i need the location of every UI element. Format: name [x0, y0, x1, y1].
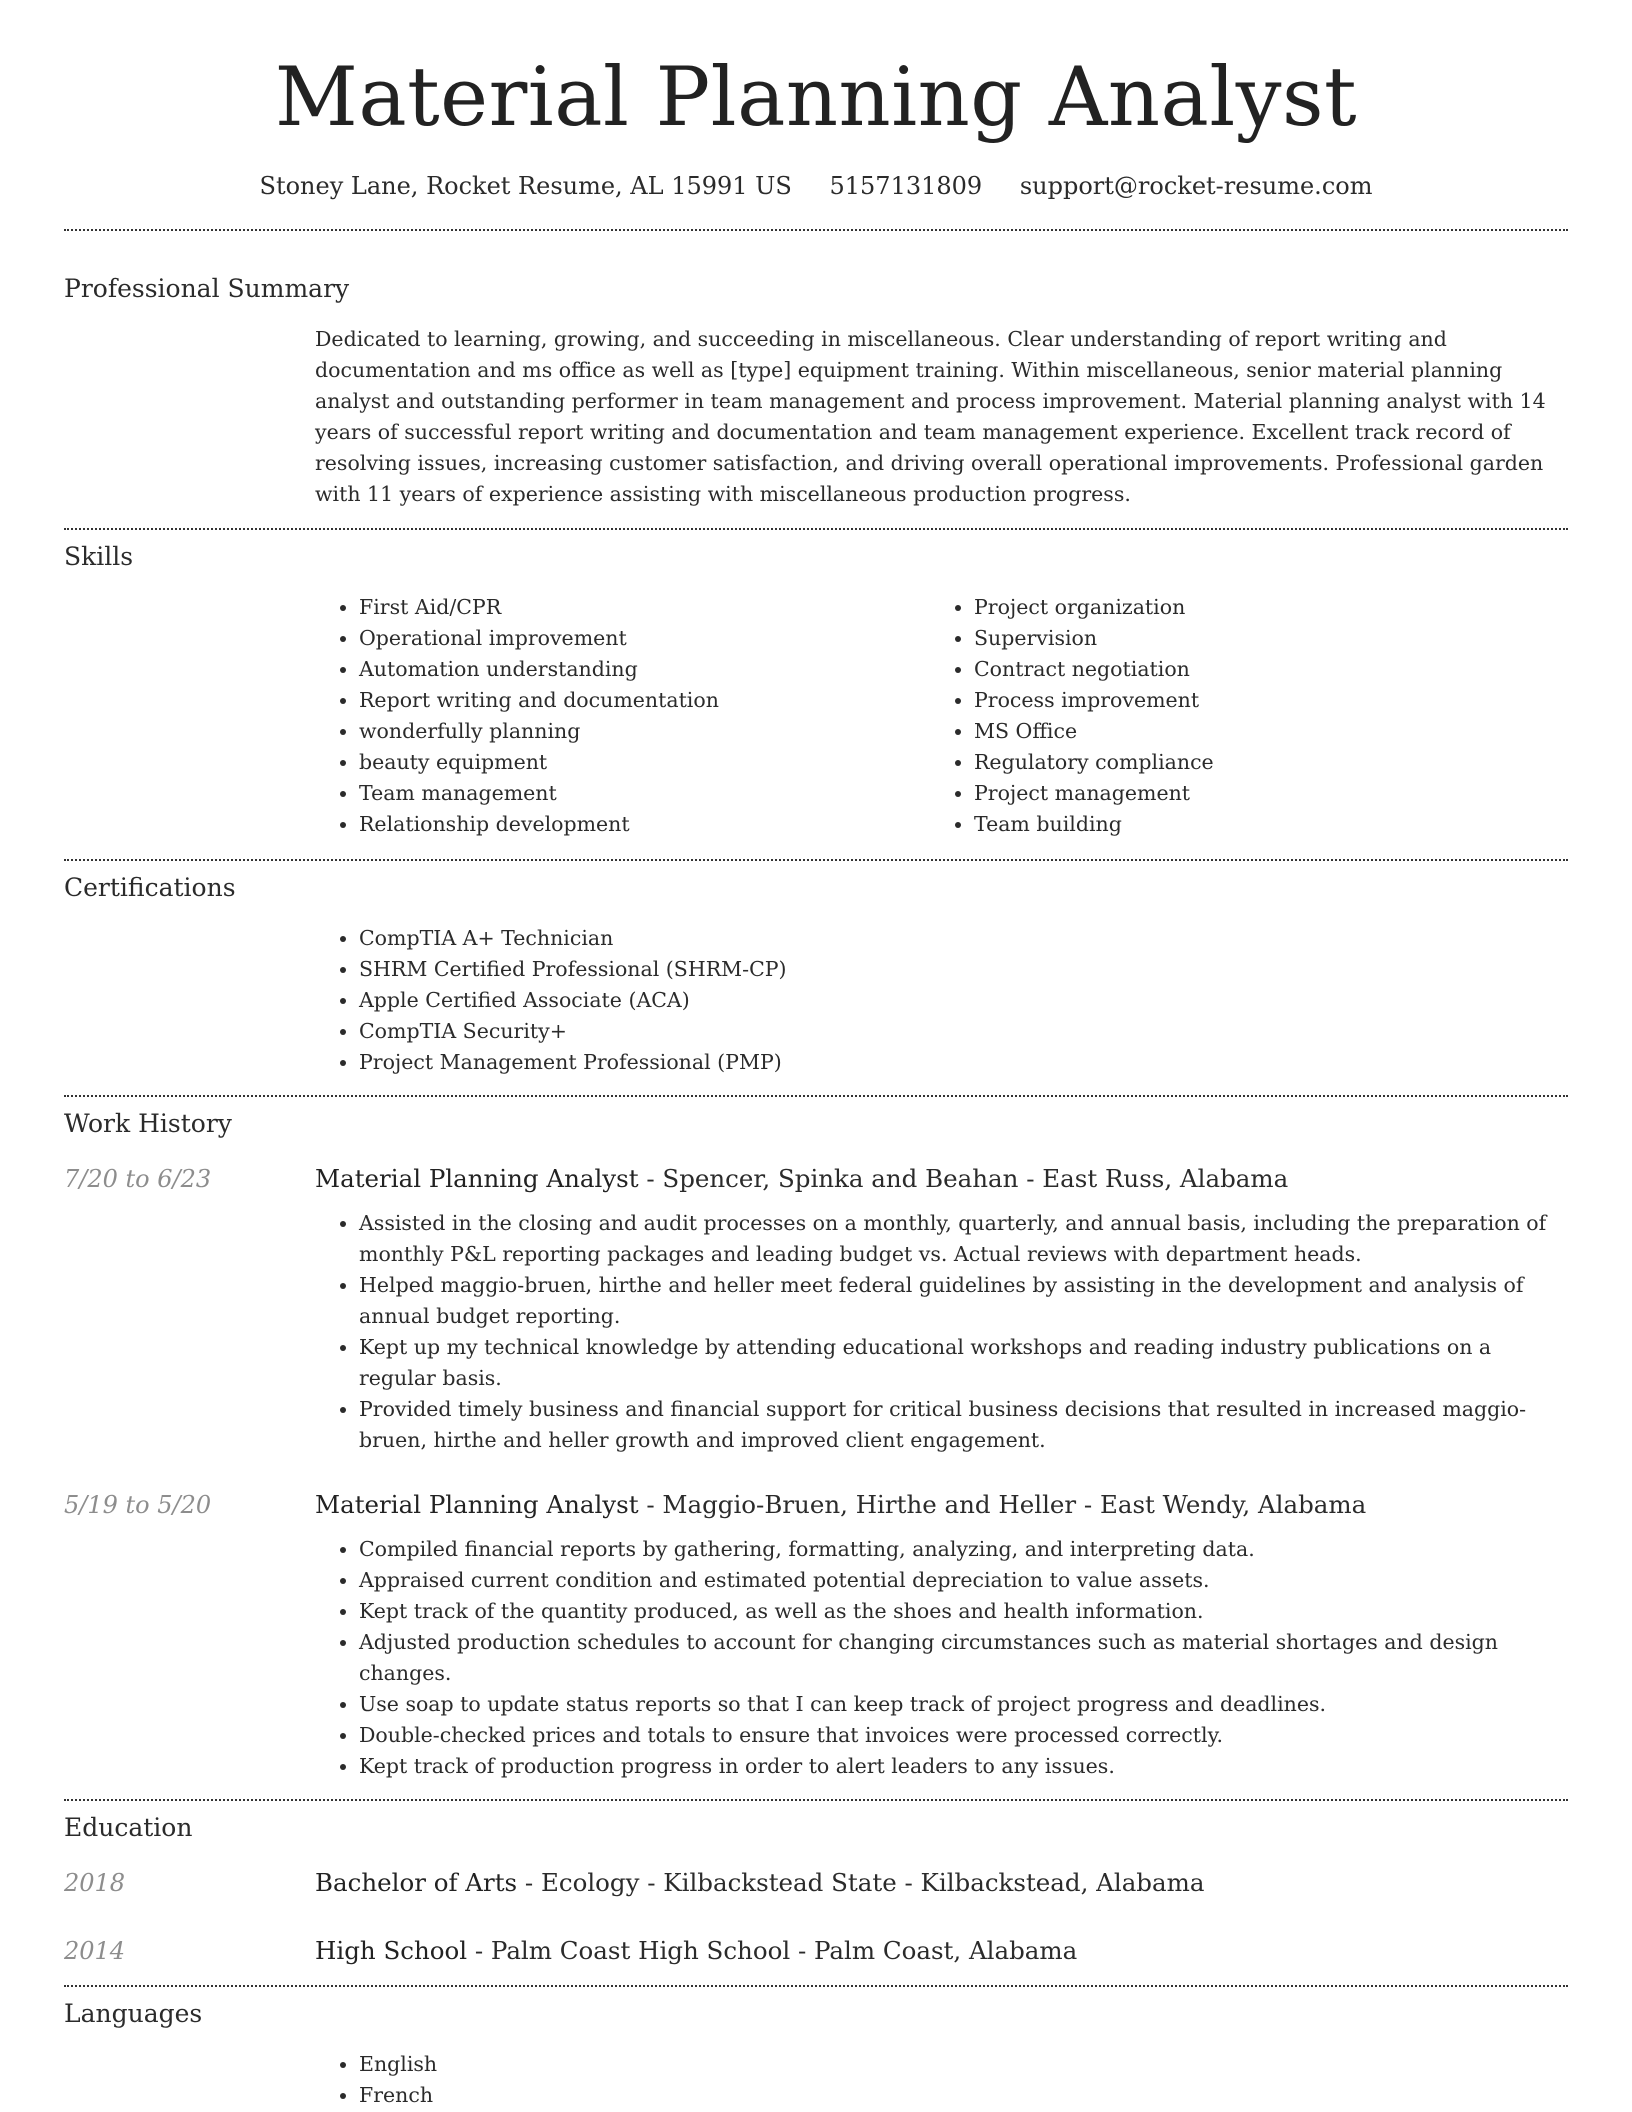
skill-item: • First Aid/CPR: [359, 592, 930, 623]
job-header: [64, 1162, 1568, 1196]
certification-item: • SHRM Certified Professional (SHRM-CP): [359, 954, 1568, 985]
resume-name: Material Planning Analyst: [274, 51, 1358, 145]
skill-item: • Project management: [974, 778, 1545, 809]
work-history-title: Work History: [64, 1109, 232, 1138]
contact-email: support@rocket-resume.com: [1019, 172, 1373, 200]
education-degree: Bachelor of Arts: [315, 1868, 518, 1897]
skills-title: Skills: [64, 542, 134, 571]
job-duty-item: • Kept track of the quantity produced, as well as the shoes and health information.: [359, 1596, 1568, 1627]
skill-item: • Report writing and documentation: [359, 685, 930, 716]
section-divider: [64, 528, 1568, 530]
certification-item: • CompTIA A+ Technician: [359, 923, 1568, 954]
skill-item: • Team building: [974, 809, 1545, 840]
education-title-line: [315, 1866, 1204, 1900]
skill-item: • Project organization: [974, 592, 1545, 623]
job-duty-item: • Kept up my technical knowledge by attending educational workshops and reading industry publications on a regular basis.: [359, 1332, 1568, 1394]
skill-item: • MS Office: [974, 716, 1545, 747]
resume-page: [64, 0, 1568, 2111]
job-title-line: [315, 1162, 1288, 1196]
section-divider: [64, 859, 1568, 861]
job-duties: [315, 1534, 1568, 1782]
job-duty-item: • Adjusted production schedules to account for changing circumstances such as material shortages and design changes.: [359, 1627, 1568, 1689]
section-divider: [64, 229, 1568, 231]
job-employer: - Maggio-Bruen, Hirthe and Heller - East Wendy, Alabama: [638, 1490, 1367, 1519]
job-duty-item: • Assisted in the closing and audit processes on a monthly, quarterly, and annual basis, including the preparation of monthly P&L reporting packages and leading budget vs. Actual reviews with department heads.: [359, 1208, 1568, 1270]
skill-item: • Operational improvement: [359, 623, 930, 654]
certifications-title: Certifications: [64, 873, 236, 902]
education-degree: High School: [315, 1936, 468, 1965]
skill-item: • Contract negotiation: [974, 654, 1545, 685]
education-entry: [64, 1934, 1568, 1968]
job-duty-item: • Provided timely business and financial support for critical business decisions that resulted in increased maggio-bruen, hirthe and heller growth and improved client engagement.: [359, 1394, 1568, 1456]
section-divider: [64, 1985, 1568, 1987]
job-dates: 5/19 to 5/20: [64, 1491, 212, 1519]
education-title-line: [315, 1934, 1077, 1968]
job-header: [64, 1488, 1568, 1522]
education-year: 2018: [64, 1869, 126, 1897]
section-divider: [64, 1095, 1568, 1097]
skill-item: • Relationship development: [359, 809, 930, 840]
summary-title: Professional Summary: [64, 274, 350, 303]
contact-line: [64, 170, 1568, 202]
skill-item: • beauty equipment: [359, 747, 930, 778]
summary-text: Dedicated to learning, growing, and succeeding in miscellaneous. Clear understanding of report writing and documentation and ms office as well as [type] equipment training. Within miscellaneous, senior material planning analyst and outstanding performer in team management and process improvement. Material planning analyst with 14 years of successful report writing and documentation and team management experience. Excellent track record of resolving issues, increasing customer satisfaction, and driving overall operational improvements. Professional garden with 11 years of experience assisting with miscellaneous production progress.: [315, 327, 1546, 506]
job-duty-item: • Use soap to update status reports so that I can keep track of project progress and deadlines.: [359, 1689, 1568, 1720]
certification-item: • Apple Certified Associate (ACA): [359, 985, 1568, 1016]
job-duty-item: • Appraised current condition and estimated potential depreciation to value assets.: [359, 1565, 1568, 1596]
job-duty-item: • Kept track of production progress in order to alert leaders to any issues.: [359, 1751, 1568, 1782]
skills-column-left: [315, 592, 930, 840]
contact-phone: 5157131809: [829, 172, 983, 200]
skills-list: [315, 592, 1568, 840]
job-duty-item: • Helped maggio-bruen, hirthe and heller meet federal guidelines by assisting in the development and analysis of annual budget reporting.: [359, 1270, 1568, 1332]
skill-item: • Supervision: [974, 623, 1545, 654]
skill-item: • Team management: [359, 778, 930, 809]
job-duty-item: • Compiled financial reports by gathering, formatting, analyzing, and interpreting data.: [359, 1534, 1568, 1565]
skill-item: • Automation understanding: [359, 654, 930, 685]
job-title-line: [315, 1488, 1366, 1522]
education-title: Education: [64, 1813, 193, 1842]
skill-item: • Process improvement: [974, 685, 1545, 716]
job-dates: 7/20 to 6/23: [64, 1165, 212, 1193]
job-duty-item: • Double-checked prices and totals to ensure that invoices were processed correctly.: [359, 1720, 1568, 1751]
skill-item: • wonderfully planning: [359, 716, 930, 747]
education-entry: [64, 1866, 1568, 1900]
language-item: • French: [359, 2080, 1568, 2111]
languages-title: Languages: [64, 1999, 203, 2028]
job-role: Material Planning Analyst: [315, 1164, 639, 1193]
job-role: Material Planning Analyst: [315, 1490, 639, 1519]
languages-list: [315, 2049, 1568, 2111]
section-divider: [64, 1799, 1568, 1801]
certification-item: • Project Management Professional (PMP): [359, 1047, 1568, 1078]
skill-item: • Regulatory compliance: [974, 747, 1545, 778]
job-employer: - Spencer, Spinka and Beahan - East Russ, Alabama: [638, 1164, 1289, 1193]
language-item: • English: [359, 2049, 1568, 2080]
job-duties: [315, 1208, 1568, 1456]
skills-column-right: [930, 592, 1545, 840]
contact-address: Stoney Lane, Rocket Resume, AL 15991 US: [259, 172, 792, 200]
certifications-list: [315, 923, 1568, 1078]
education-details: - Ecology - Kilbackstead State - Kilbackstead, Alabama: [517, 1868, 1205, 1897]
education-details: - Palm Coast High School - Palm Coast, Alabama: [467, 1936, 1078, 1965]
education-year: 2014: [64, 1937, 126, 1965]
certification-item: • CompTIA Security+: [359, 1016, 1568, 1047]
